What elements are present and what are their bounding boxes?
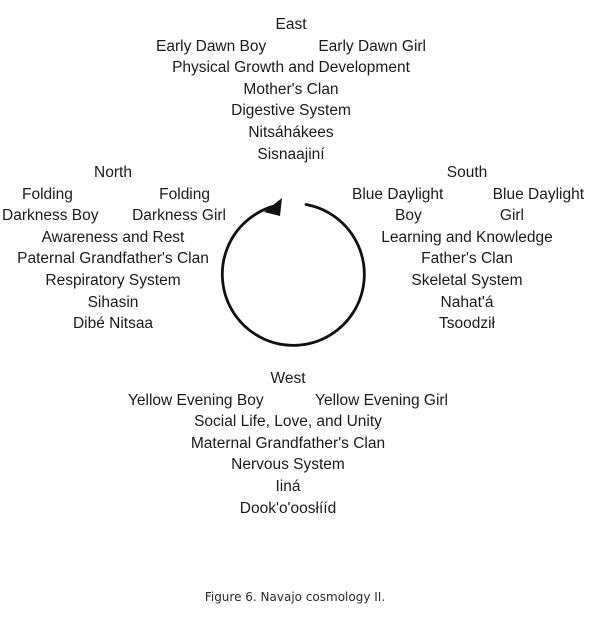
south-boy-line-1: Blue Daylight [352,185,444,203]
north-boy-line-1: Folding [22,185,73,203]
north-heading: North [94,164,132,181]
north-line-awareness: Awareness and Rest [41,228,185,246]
west-boy: Yellow Evening Boy [128,391,264,409]
east-line-system: Digestive System [231,102,351,120]
west-line-mountain: Dook'o'oosłííd [239,499,337,517]
south-heading: South [446,164,488,181]
south-pair-row-1 [350,184,584,206]
south-block [350,162,584,335]
cycle-arc [222,205,364,346]
west-line-life: Iiná [275,477,301,495]
west-line-social: Social Life, Love, and Unity [194,413,382,431]
east-line-thinking: Nitsáhákees [248,123,334,141]
west-block [122,368,454,519]
north-girl-line-2: Darkness Girl [132,207,226,225]
west-line-clan: Maternal Grandfather's Clan [190,434,386,452]
south-line-learning: Learning and Knowledge [381,228,553,246]
north-line-system: Respiratory System [45,271,181,289]
east-line-mountain: Sisnaajiní [257,145,325,163]
west-girl: Yellow Evening Girl [315,391,448,409]
figure-caption: Figure 6. Navajo cosmology II. [204,590,386,604]
south-line-mountain: Tsoodził [439,315,495,333]
cycle-diagram [218,195,378,355]
east-line-growth: Physical Growth and Development [172,59,410,77]
north-pair-row-2 [0,205,226,227]
east-girl: Early Dawn Girl [318,37,426,55]
north-line-clan: Paternal Grandfather's Clan [17,250,209,268]
south-girl-line-1: Blue Daylight [492,185,584,203]
north-boy-line-2: Darkness Boy [2,207,99,225]
east-line-clan: Mother's Clan [243,80,339,98]
cycle-arrowhead [264,198,282,216]
north-block [0,162,226,335]
east-heading: East [275,16,307,33]
east-block [140,14,442,165]
east-boy: Early Dawn Boy [156,37,267,55]
north-pair-row-1 [0,184,226,206]
west-heading: West [270,370,306,387]
south-boy-line-2: Boy [395,207,422,225]
north-line-assurance: Sihasin [87,293,139,311]
south-line-system: Skeletal System [411,271,523,289]
south-line-planning: Nahat'á [440,293,494,311]
west-line-system: Nervous System [231,456,345,474]
west-pair-row [122,390,454,412]
south-line-clan: Father's Clan [421,250,513,268]
north-girl-line-1: Folding [159,185,210,203]
south-pair-row-2 [350,205,584,227]
north-line-mountain: Dibé Nitsaa [72,315,154,333]
south-girl-line-2: Girl [499,207,524,225]
east-pair-row [140,36,442,58]
